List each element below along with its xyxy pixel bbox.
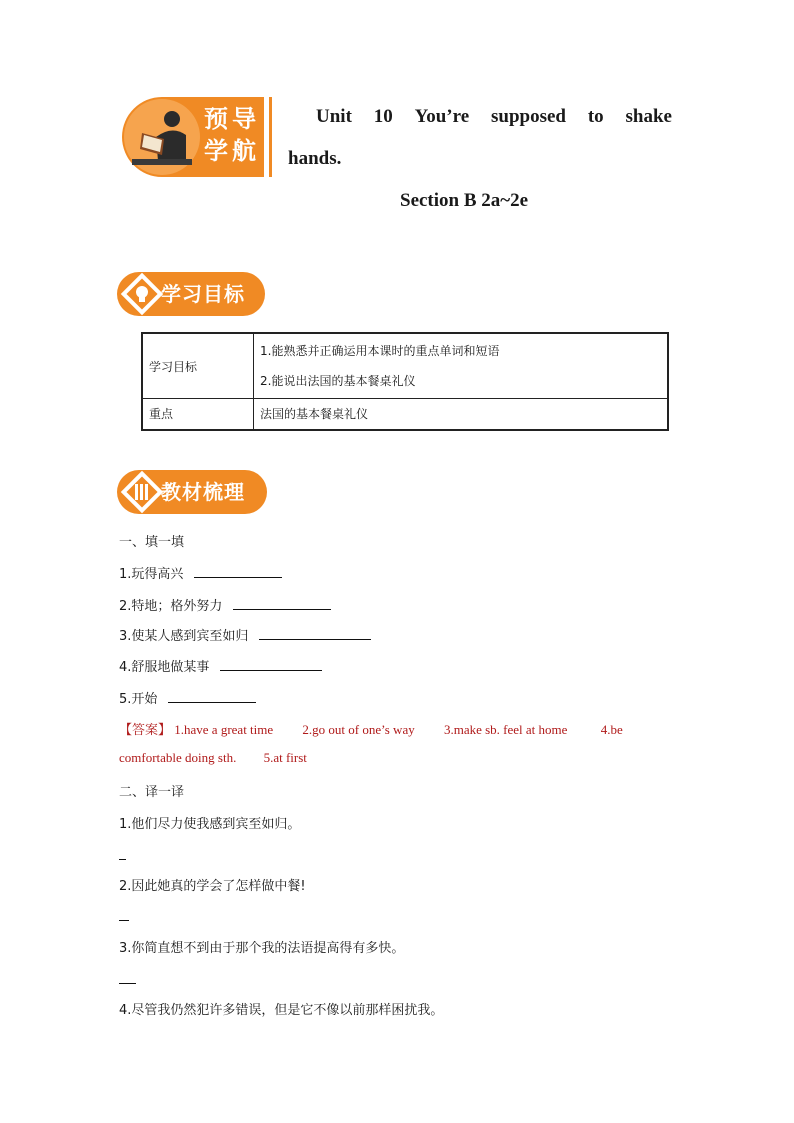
fill-item: 1.玩得高兴 [119, 567, 184, 582]
row-label: 学习目标 [142, 333, 254, 399]
fill-item: 2.特地；格外努力 [119, 599, 223, 614]
goals-section-label: 学习目标 [161, 282, 245, 306]
answer-text: 4.be [600, 722, 623, 737]
answer-text: 3.make sb. feel at home [443, 722, 568, 737]
title-word: 10 [373, 106, 393, 127]
translate-item: 3.你简直想不到由于那个我的法语提高得有多快。 [119, 941, 405, 956]
materials-section-pill [117, 470, 269, 514]
translate-item: 2.因此她真的学会了怎样做中餐! [119, 879, 306, 894]
answer-text: 2.go out of one’s way [302, 722, 415, 737]
answer-blank [194, 565, 282, 578]
goals-section-pill [117, 272, 267, 316]
fill-item: 4.舒服地做某事 [119, 660, 210, 675]
page-title [316, 106, 672, 128]
section-title: Section B 2a~2e [400, 190, 529, 211]
objectives-table [141, 332, 669, 431]
answer-text: 5.at first [263, 750, 307, 765]
answer-line [119, 719, 623, 738]
row-label: 重点 [142, 399, 254, 430]
header-badge [122, 97, 272, 177]
answer-blank [233, 597, 331, 610]
translate-item: 4.尽管我仍然犯许多错误，但是它不像以前那样困扰我。 [119, 1003, 444, 1018]
fill-item: 3.使某人感到宾至如归 [119, 629, 249, 644]
goal-item: 1.能熟悉并正确运用本课时的重点单词和短语 [260, 344, 500, 358]
answer-line [119, 750, 307, 766]
answer-blank [259, 627, 371, 640]
title-word: to [587, 106, 604, 127]
answer-text: 1.have a great time [174, 722, 274, 737]
answer-blank [119, 859, 126, 860]
answer-blank [168, 690, 256, 703]
answer-blank [119, 920, 129, 921]
fill-item: 5.开始 [119, 692, 158, 707]
part2-heading: 二、译一译 [119, 785, 185, 800]
badge-char: 航 [232, 137, 260, 165]
page-title-line2: hands. [288, 148, 342, 169]
title-word: supposed [490, 106, 566, 127]
title-word: You’re [414, 106, 470, 127]
part1-heading: 一、填一填 [119, 535, 185, 550]
title-word: Unit [316, 106, 352, 127]
answer-blank [220, 658, 322, 671]
badge-char: 学 [204, 137, 232, 165]
answer-tag: 【答案】 [119, 723, 172, 738]
table-row [142, 399, 668, 430]
goal-item: 2.能说出法国的基本餐桌礼仪 [260, 374, 416, 388]
badge-char: 预 [204, 105, 232, 133]
translate-item: 1.他们尽力使我感到宾至如归。 [119, 817, 301, 832]
answer-blank [119, 983, 136, 984]
title-word: shake [625, 106, 672, 127]
answer-text: comfortable doing sth. [119, 750, 237, 765]
table-row [142, 333, 668, 399]
materials-section-label: 教材梳理 [161, 480, 245, 504]
badge-char: 导 [232, 105, 260, 133]
row-value: 法国的基本餐桌礼仪 [254, 399, 669, 430]
